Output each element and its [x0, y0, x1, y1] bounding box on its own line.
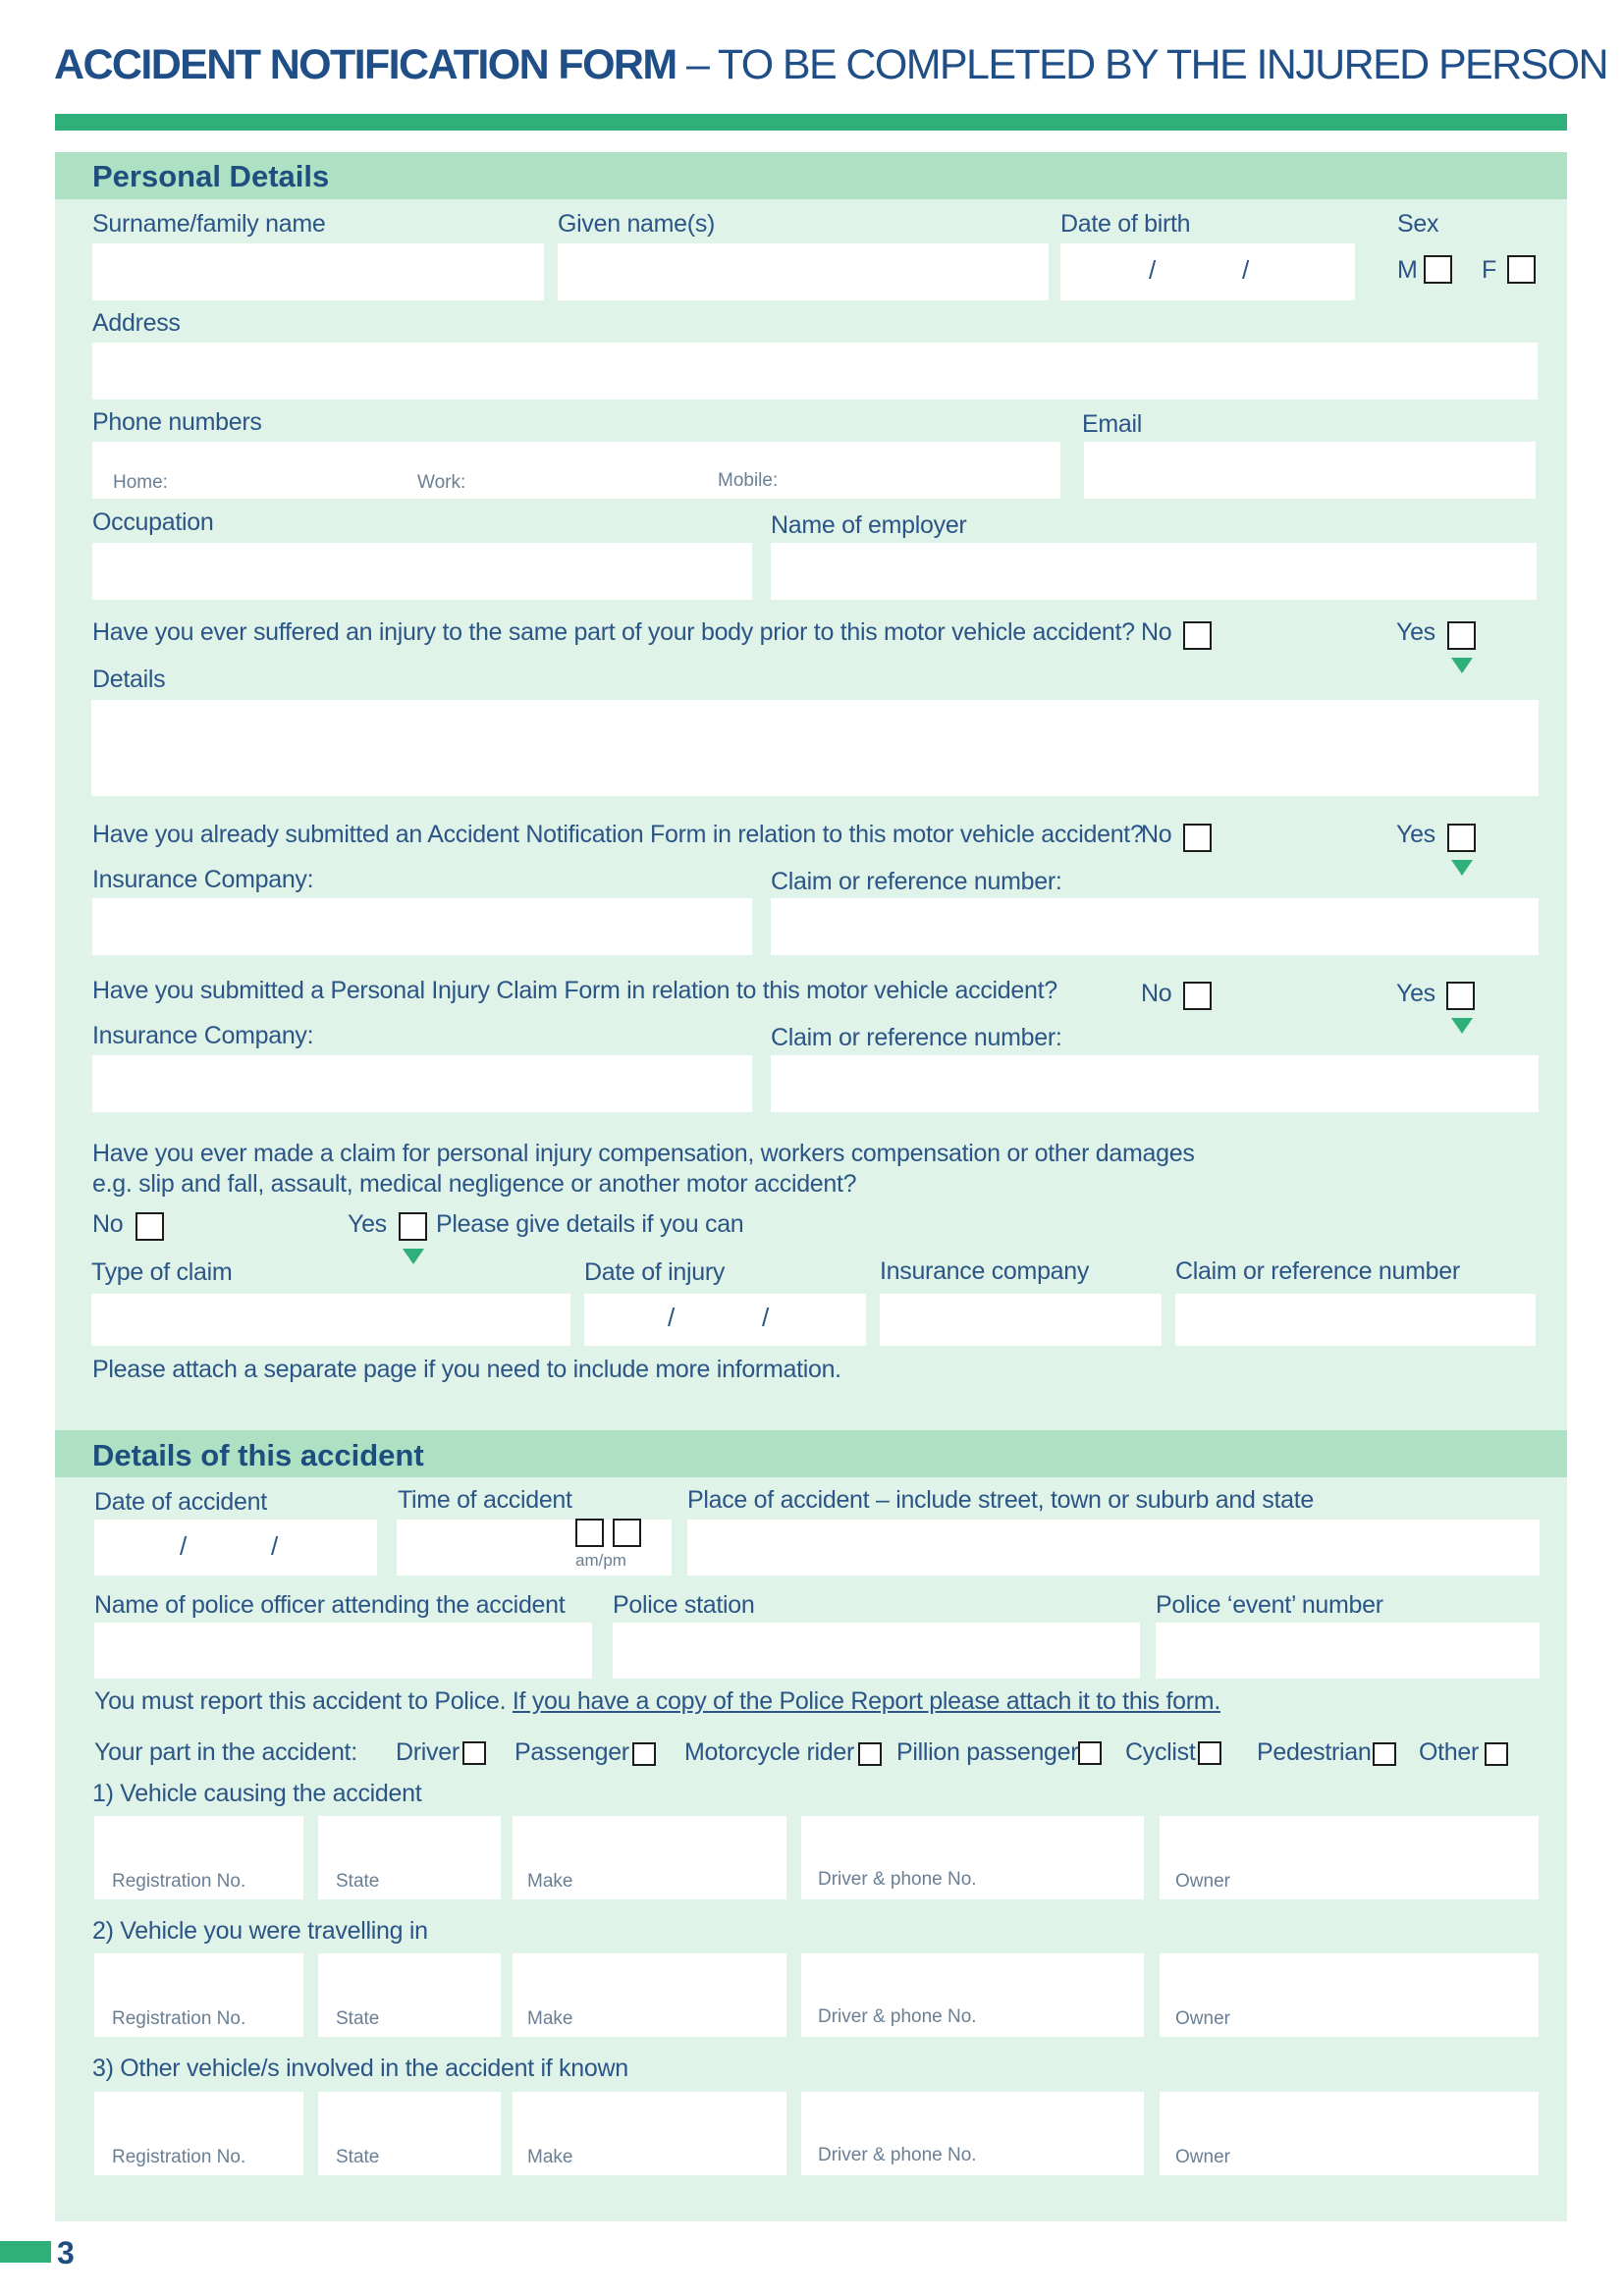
dob-label: Date of birth [1060, 210, 1191, 238]
claim-reference-field[interactable] [1175, 1294, 1536, 1346]
police-officer-field[interactable] [94, 1623, 592, 1679]
anf-insurance-field[interactable] [92, 898, 752, 955]
role-driver-checkbox[interactable] [462, 1741, 486, 1765]
v3-make-label: Make [527, 2147, 573, 2167]
v1-owner-label: Owner [1175, 1871, 1230, 1892]
previous-claim-arrow-icon [403, 1249, 424, 1264]
pic-form-yes-label: Yes [1396, 980, 1435, 1007]
injury-date-slash-2: / [762, 1303, 770, 1332]
previous-claim-yes-label: Yes [348, 1210, 387, 1238]
role-cyclist-checkbox[interactable] [1198, 1741, 1221, 1765]
dob-slash-2: / [1242, 255, 1250, 285]
email-label: Email [1082, 410, 1143, 438]
sex-m-checkbox[interactable] [1424, 255, 1452, 284]
personal-details-heading: Personal Details [92, 159, 330, 193]
page-number: 3 [57, 2235, 75, 2270]
previous-anf-no-label: No [1141, 821, 1172, 848]
vehicle-causing-label: 1) Vehicle causing the accident [92, 1780, 422, 1807]
role-motorcycle-checkbox[interactable] [858, 1742, 882, 1766]
employer-label: Name of employer [771, 511, 967, 539]
role-other-label: Other [1419, 1738, 1480, 1766]
role-pedestrian-label: Pedestrian [1257, 1738, 1372, 1766]
date-of-injury-field[interactable] [584, 1294, 866, 1346]
role-motorcycle-label: Motorcycle rider [684, 1738, 855, 1766]
prior-injury-arrow-icon [1451, 658, 1473, 673]
previous-anf-question: Have you already submitted an Accident Notification Form in relation to this motor vehicle accident? [92, 821, 1144, 848]
v1-state-label: State [336, 1871, 380, 1892]
police-station-field[interactable] [613, 1623, 1140, 1679]
previous-anf-yes-checkbox[interactable] [1447, 824, 1476, 852]
am-checkbox[interactable] [575, 1519, 604, 1547]
v3-driver-phone-label: Driver & phone No. [818, 2145, 977, 2165]
v1-make-label: Make [527, 1871, 573, 1892]
home-phone-label: Home: [113, 472, 168, 493]
accident-date-slash-2: / [271, 1531, 279, 1561]
role-driver-label: Driver [396, 1738, 460, 1766]
v3-owner-label: Owner [1175, 2147, 1230, 2167]
employer-field[interactable] [771, 543, 1537, 600]
your-part-label: Your part in the accident: [94, 1738, 357, 1766]
give-details-label: Please give details if you can [436, 1210, 744, 1238]
phone-numbers-field[interactable] [92, 442, 1060, 499]
v1-registration-label: Registration No. [112, 1871, 246, 1892]
previous-claim-no-checkbox[interactable] [135, 1212, 164, 1241]
given-names-label: Given name(s) [558, 210, 716, 238]
surname-label: Surname/family name [92, 210, 326, 238]
pic-form-yes-checkbox[interactable] [1446, 982, 1475, 1010]
mobile-phone-label: Mobile: [718, 470, 779, 491]
dob-slash-1: / [1149, 255, 1157, 285]
sex-f-checkbox[interactable] [1507, 255, 1536, 284]
role-pillion-checkbox[interactable] [1078, 1741, 1102, 1765]
email-field[interactable] [1084, 442, 1536, 499]
v2-state-label: State [336, 2008, 380, 2029]
previous-claim-yes-checkbox[interactable] [399, 1212, 427, 1241]
previous-claim-question-1: Have you ever made a claim for personal injury compensation, workers compensation or other damages [92, 1140, 1195, 1167]
pic-claim-ref-field[interactable] [771, 1055, 1539, 1112]
police-report-note: You must report this accident to Police. If you have a copy of the Police Report please attach it to this form. [94, 1687, 1220, 1715]
prior-injury-question: Have you ever suffered an injury to the same part of your body prior to this motor vehicle accident? [92, 618, 1135, 646]
previous-anf-yes-label: Yes [1396, 821, 1435, 848]
occupation-field[interactable] [92, 543, 752, 600]
previous-claim-no-label: No [92, 1210, 124, 1238]
details-label: Details [92, 666, 166, 693]
type-of-claim-label: Type of claim [91, 1258, 233, 1286]
date-of-injury-label: Date of injury [584, 1258, 726, 1286]
other-vehicles-label: 3) Other vehicle/s involved in the accident if known [92, 2055, 628, 2082]
injury-date-slash-1: / [668, 1303, 676, 1332]
v3-registration-label: Registration No. [112, 2147, 246, 2167]
role-cyclist-label: Cyclist [1125, 1738, 1196, 1766]
role-passenger-label: Passenger [514, 1738, 629, 1766]
type-of-claim-field[interactable] [91, 1294, 570, 1346]
v2-registration-label: Registration No. [112, 2008, 246, 2029]
police-event-label: Police ‘event’ number [1156, 1591, 1383, 1619]
attach-note: Please attach a separate page if you need to include more information. [92, 1356, 841, 1383]
time-of-accident-label: Time of accident [398, 1486, 572, 1514]
page-number-bar [0, 2241, 51, 2263]
police-report-attach-note: If you have a copy of the Police Report please attach it to this form. [512, 1687, 1220, 1715]
anf-claim-ref-label: Claim or reference number: [771, 868, 1062, 895]
v2-make-label: Make [527, 2008, 573, 2029]
previous-anf-no-checkbox[interactable] [1183, 824, 1212, 852]
pic-form-question: Have you submitted a Personal Injury Claim Form in relation to this motor vehicle accident? [92, 977, 1057, 1004]
v1-driver-phone-label: Driver & phone No. [818, 1869, 977, 1890]
sex-label: Sex [1397, 210, 1439, 238]
pic-form-no-checkbox[interactable] [1183, 982, 1212, 1010]
vehicle-travelling-label: 2) Vehicle you were travelling in [92, 1917, 428, 1945]
previous-claim-question-2: e.g. slip and fall, assault, medical negligence or another motor accident? [92, 1170, 857, 1198]
pic-insurance-label: Insurance Company: [92, 1022, 314, 1049]
pic-form-no-label: No [1141, 980, 1172, 1007]
prior-injury-no-label: No [1141, 618, 1172, 646]
title-divider [55, 114, 1567, 131]
dob-field[interactable] [1060, 243, 1355, 300]
occupation-label: Occupation [92, 508, 214, 536]
police-station-label: Police station [613, 1591, 755, 1619]
prior-injury-yes-checkbox[interactable] [1447, 621, 1476, 650]
date-of-accident-label: Date of accident [94, 1488, 267, 1516]
anf-claim-ref-field[interactable] [771, 898, 1539, 955]
place-of-accident-field[interactable] [687, 1520, 1540, 1575]
prior-injury-details-field[interactable] [91, 700, 1539, 796]
address-field[interactable] [92, 343, 1538, 400]
previous-anf-arrow-icon [1451, 860, 1473, 876]
role-passenger-checkbox[interactable] [632, 1742, 656, 1766]
form-title: ACCIDENT NOTIFICATION FORM – TO BE COMPLETED BY THE INJURED PERSON [54, 41, 1607, 88]
v2-owner-label: Owner [1175, 2008, 1230, 2029]
role-pillion-label: Pillion passenger [896, 1738, 1079, 1766]
insurance-company-field[interactable] [880, 1294, 1162, 1346]
v3-state-label: State [336, 2147, 380, 2167]
date-of-accident-field[interactable] [94, 1520, 377, 1575]
surname-field[interactable] [92, 243, 544, 300]
work-phone-label: Work: [417, 472, 466, 493]
sex-m-label: M [1397, 256, 1418, 284]
insurance-company-label: Insurance company [880, 1257, 1090, 1285]
accident-date-slash-1: / [180, 1531, 188, 1561]
place-of-accident-label: Place of accident – include street, town or suburb and state [687, 1486, 1314, 1514]
given-names-field[interactable] [558, 243, 1049, 300]
anf-insurance-label: Insurance Company: [92, 866, 314, 893]
prior-injury-yes-label: Yes [1396, 618, 1435, 646]
phone-numbers-label: Phone numbers [92, 408, 262, 436]
role-pedestrian-checkbox[interactable] [1373, 1742, 1396, 1766]
prior-injury-no-checkbox[interactable] [1183, 621, 1212, 650]
ampm-label: am/pm [575, 1551, 626, 1570]
v2-driver-phone-label: Driver & phone No. [818, 2006, 977, 2027]
claim-reference-label: Claim or reference number [1175, 1257, 1460, 1285]
pic-form-arrow-icon [1451, 1018, 1473, 1034]
sex-f-label: F [1482, 256, 1496, 284]
pm-checkbox[interactable] [613, 1519, 641, 1547]
police-event-field[interactable] [1156, 1623, 1540, 1679]
police-officer-label: Name of police officer attending the accident [94, 1591, 566, 1619]
address-label: Address [92, 309, 181, 337]
pic-claim-ref-label: Claim or reference number: [771, 1024, 1062, 1051]
role-other-checkbox[interactable] [1485, 1742, 1508, 1766]
pic-insurance-field[interactable] [92, 1055, 752, 1112]
accident-details-heading: Details of this accident [92, 1438, 424, 1472]
